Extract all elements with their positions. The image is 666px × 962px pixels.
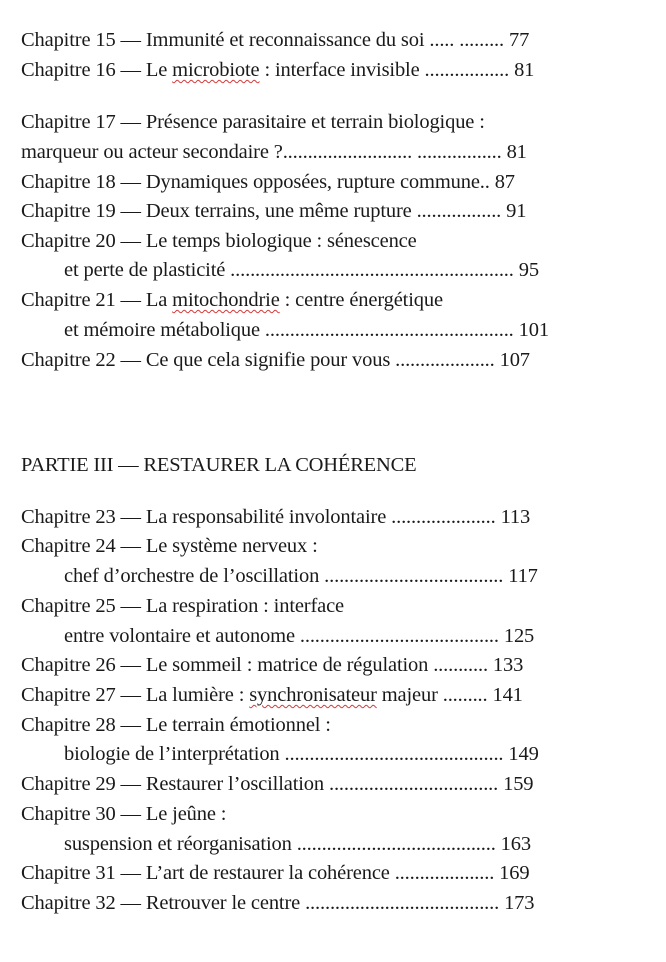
toc-text: Chapitre 25 — La respiration : interface [21, 595, 345, 617]
spellcheck-word[interactable]: mitochondrie [172, 289, 280, 311]
toc-text: : centre énergétique [279, 289, 443, 311]
spellcheck-word[interactable]: synchronisateur [249, 684, 377, 706]
toc-entry-20-cont [64, 258, 539, 282]
toc-text: majeur ......... 141 [376, 684, 523, 706]
toc-entry-30-title [21, 802, 226, 826]
toc-text: suspension et réorganisation ........................................ 163 [64, 833, 531, 855]
toc-text: et perte de plasticité ......................................................... 95 [64, 259, 539, 281]
toc-text: Chapitre 20 — Le temps biologique : sénescence [21, 230, 417, 252]
toc-entry-26 [21, 653, 523, 677]
toc-text: entre volontaire et autonome ........................................ 125 [64, 625, 535, 647]
toc-entry-28-cont [64, 742, 539, 766]
toc-text: marqueur ou acteur secondaire ?.......................... ................. 81 [21, 141, 527, 163]
toc-entry-18 [21, 170, 515, 194]
toc-entry-24-title [21, 534, 318, 558]
toc-entry-20-title [21, 229, 417, 253]
toc-text: Chapitre 21 — La [21, 289, 173, 311]
toc-entry-21-title [21, 288, 443, 312]
toc-entry-17-title [21, 110, 485, 134]
toc-entry-24-cont [64, 564, 538, 588]
toc-text: Chapitre 15 — Immunité et reconnaissance du soi ..... ......... 77 [21, 29, 530, 51]
toc-entry-29 [21, 772, 533, 796]
toc-entry-19 [21, 199, 526, 223]
toc-entry-17-cont [21, 140, 527, 164]
spellcheck-word[interactable]: microbiote [172, 59, 260, 81]
toc-entry-16 [21, 58, 534, 82]
toc-entry-21-cont [64, 318, 549, 342]
toc-text: Chapitre 28 — Le terrain émotionnel : [21, 714, 331, 736]
toc-entry-25-title [21, 594, 344, 618]
toc-text: Chapitre 31 — L’art de restaurer la cohérence .................... 169 [21, 862, 530, 884]
toc-text: : interface invisible ................. 81 [259, 59, 535, 81]
toc-text: Chapitre 18 — Dynamiques opposées, rupture commune.. 87 [21, 171, 515, 193]
toc-text: biologie de l’interprétation ............................................ 149 [64, 743, 539, 765]
toc-text: Chapitre 24 — Le système nerveux : [21, 535, 318, 557]
toc-entry-28-title [21, 713, 331, 737]
toc-text: Chapitre 23 — La responsabilité involontaire ..................... 113 [21, 506, 531, 528]
toc-text: Chapitre 26 — Le sommeil : matrice de régulation ........... 133 [21, 654, 524, 676]
toc-text: Chapitre 16 — Le [21, 59, 173, 81]
toc-text: Chapitre 29 — Restaurer l’oscillation .................................. 159 [21, 773, 534, 795]
toc-entry-22 [21, 348, 530, 372]
toc-entry-15 [21, 28, 529, 52]
toc-text: Chapitre 19 — Deux terrains, une même rupture ................. 91 [21, 200, 527, 222]
toc-entry-32 [21, 891, 534, 915]
toc-entry-25-cont [64, 624, 534, 648]
toc-text: Chapitre 22 — Ce que cela signifie pour vous .................... 107 [21, 349, 530, 371]
toc-entry-23 [21, 505, 530, 529]
toc-text: chef d’orchestre de l’oscillation .................................... 117 [64, 565, 538, 587]
toc-text: et mémoire métabolique .................................................. 101 [64, 319, 549, 341]
toc-text: Chapitre 30 — Le jeûne : [21, 803, 227, 825]
toc-text: Chapitre 27 — La lumière : [21, 684, 250, 706]
toc-text: Chapitre 17 — Présence parasitaire et terrain biologique : [21, 111, 485, 133]
toc-text: Chapitre 32 — Retrouver le centre ....................................... 173 [21, 892, 535, 914]
toc-entry-27 [21, 683, 523, 707]
toc-entry-31 [21, 861, 529, 885]
part-heading: PARTIE III — RESTAURER LA COHÉRENCE [21, 454, 417, 476]
toc-entry-30-cont [64, 832, 531, 856]
